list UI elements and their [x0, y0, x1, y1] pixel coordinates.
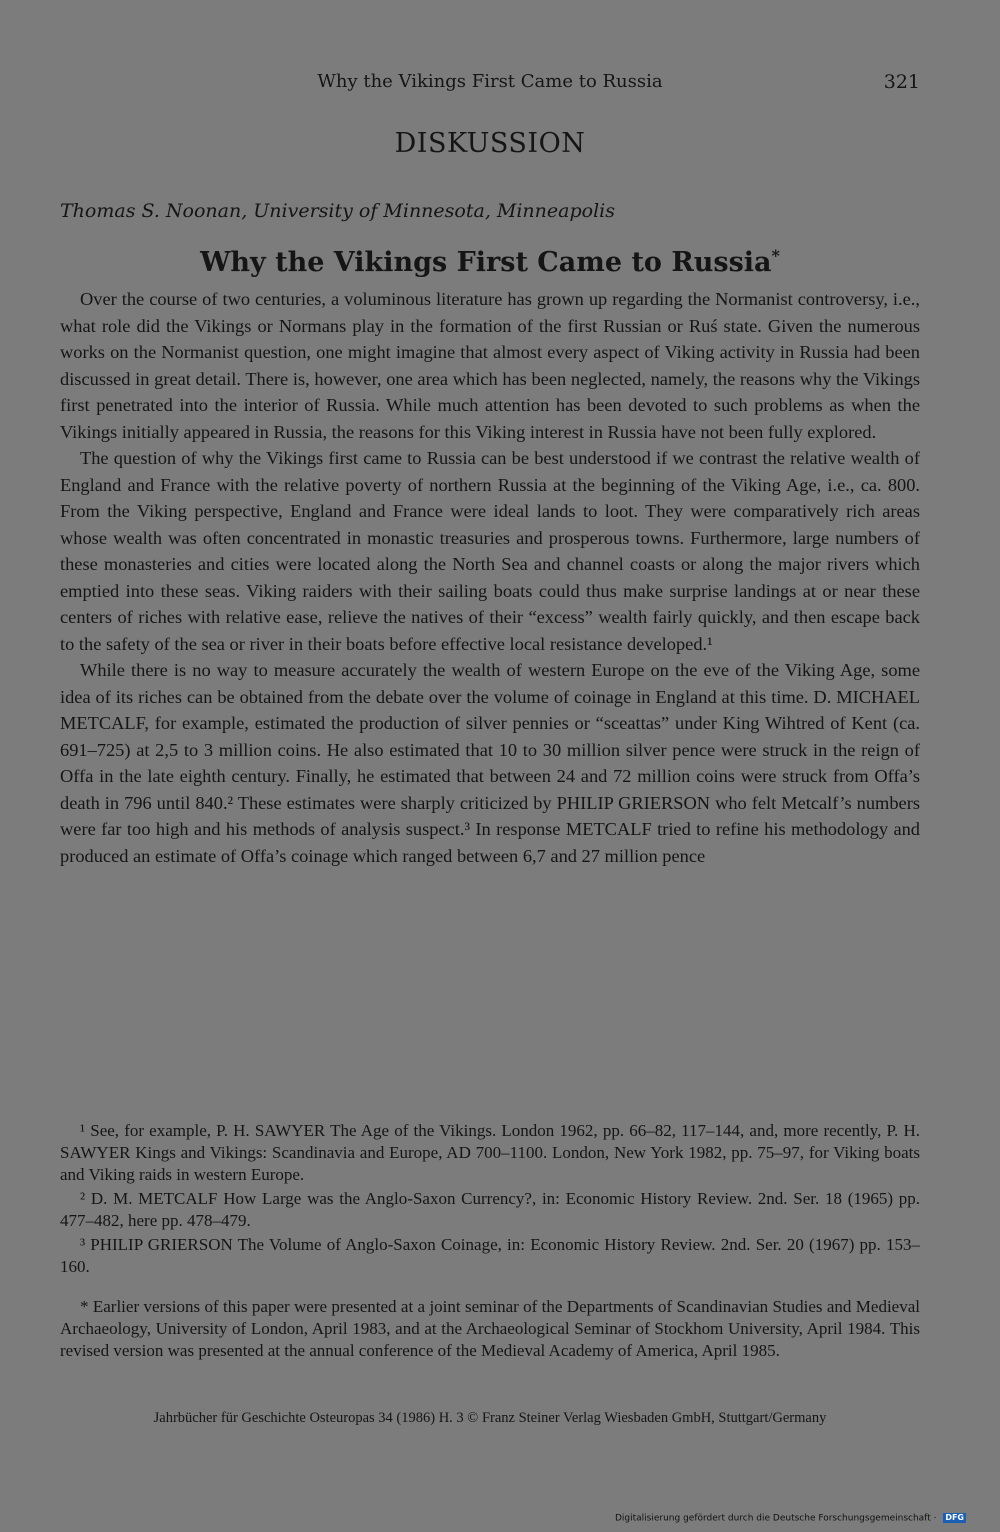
page-number: 321 — [883, 71, 920, 93]
colophon: Jahrbücher für Geschichte Osteuropas 34 (1986) H. 3 © Franz Steiner Verlag Wiesbaden GmbH, Stuttgart/Germany — [153, 1410, 827, 1426]
article-title-text: Why the Vikings First Came to Russia — [200, 247, 772, 278]
digitization-notice — [615, 1513, 966, 1524]
footnote-2: ² D. M. METCALF How Large was the Anglo-Saxon Currency?, in: Economic History Review. 2nd. Ser. 18 (1965) pp. 477–482, here pp. 478–479. — [60, 1189, 920, 1230]
footnote-star: * Earlier versions of this paper were presented at a joint seminar of the Departments of Scandinavian Studies and Medieval Archaeology, University of London, April 1983, and at the Archaeological Seminar of Stockhom University, April 1984. This revised version was presented at the annual conference of the Medieval Academy of America, April 1985. — [60, 1297, 920, 1360]
article-title-footnote-mark: * — [771, 246, 780, 265]
footnote-1: ¹ See, for example, P. H. SAWYER The Age of the Vikings. London 1962, pp. 66–82, 117–144, and, more recently, P. H. SAWYER Kings and Vikings: Scandinavia and Europe, AD 700–1100. London, New York 1982, pp. 75–97, for Viking boats and Viking raids in western Europe. — [60, 1121, 920, 1184]
body-paragraph-1: Over the course of two centuries, a voluminous literature has grown up regarding the Normanist controversy, i.e., what role did the Vikings or Normans play in the formation of the first Russian or Ruś state. Given the numerous works on the Normanist question, one might imagine that almost every aspect of Viking activity in Russia had been discussed in great detail. There is, however, one area which has been neglected, namely, the reasons why the Vikings first penetrated into the interior of Russia. While much attention has been devoted to such problems as when the Vikings initially appeared in Russia, the reasons for this Viking interest in Russia have not been fully explored. — [60, 289, 920, 442]
body-paragraph-3: While there is no way to measure accurately the wealth of western Europe on the eve of the Viking Age, some idea of its riches can be obtained from the debate over the volume of coinage in England at this time. D. MICHAEL METCALF, for example, estimated the production of silver pennies or “sceattas” under King Wihtred of Kent (ca. 691–725) at 2,5 to 3 million coins. He also estimated that 10 to 30 million silver pence were struck in the reign of Offa in the late eighth century. Finally, he estimated that between 24 and 72 million coins were struck from Offa’s death in 796 until 840.² These estimates were sharply criticized by PHILIP GRIERSON who felt Metcalf’s numbers were far too high and his methods of analysis suspect.³ In response METCALF tried to refine his methodology and produced an estimate of Offa’s coinage which ranged between 6,7 and 27 million pence — [60, 660, 920, 866]
author-line: Thomas S. Noonan, University of Minnesota, Minneapolis — [60, 200, 615, 222]
article-title — [60, 245, 920, 281]
digitization-text: Digitalisierung gefördert durch die Deutsche Forschungsgemeinschaft · — [614, 1513, 937, 1524]
article-body — [60, 286, 920, 869]
body-paragraph-2: The question of why the Vikings first came to Russia can be best understood if we contrast the relative wealth of England and France with the relative poverty of northern Russia at the beginning of the Viking Age, i.e., ca. 800. From the Viking perspective, England and France were ideal lands to loot. They were comparatively rich areas whose wealth was often concentrated in monastic treasuries and prosperous towns. Furthermore, large numbers of these monasteries and cities were located along the North Sea and channel coasts or along the major rivers which emptied into these seas. Viking raiders with their sailing boats could thus make surprise landings at or near these centers of riches with relative ease, relieve the natives of their “excess” wealth fairly quickly, and then escape back to the safety of the sea or river in their boats before effective local resistance developed.¹ — [60, 448, 920, 654]
section-title: DISKUSSION — [394, 128, 586, 159]
running-title: Why the Vikings First Came to Russia — [317, 71, 663, 92]
dfg-logo: DFG — [945, 1513, 964, 1522]
footnote-3: ³ PHILIP GRIERSON The Volume of Anglo-Saxon Coinage, in: Economic History Review. 2nd. Ser. 20 (1967) pp. 153–160. — [60, 1235, 920, 1276]
footnotes — [60, 1120, 920, 1364]
running-head — [60, 70, 920, 94]
